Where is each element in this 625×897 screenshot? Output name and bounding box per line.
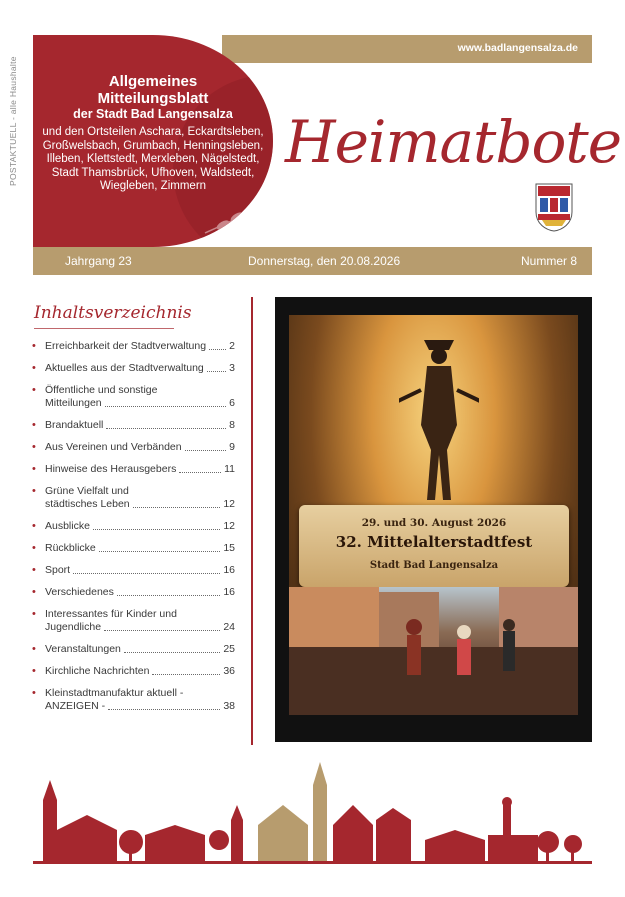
toc-item[interactable]: • Kleinstadtmanufaktur aktuell - ANZEIGEN - 38 xyxy=(30,687,235,713)
masthead-title: Heimatbote xyxy=(285,108,622,176)
url-bar xyxy=(222,35,592,63)
crowd-photo xyxy=(289,587,578,715)
toc-item[interactable]: • Grüne Vielfalt und städtisches Leben 12 xyxy=(30,485,235,511)
toc-item[interactable]: • Hinweise des Herausgebers 11 xyxy=(30,463,235,476)
toc-item[interactable]: • Öffentliche und sonstige Mitteilungen 6 xyxy=(30,384,235,410)
poster-scroll-banner xyxy=(299,505,569,587)
volume-label: Jahrgang 23 xyxy=(65,254,132,268)
publisher-subtitle: der Stadt Bad Langensalza xyxy=(73,107,233,121)
toc-heading: Inhaltsverzeichnis xyxy=(34,303,192,323)
toc-item[interactable]: • Aktuelles aus der Stadtverwaltung 3 xyxy=(30,362,235,375)
table-of-contents xyxy=(30,340,235,722)
poster-artwork xyxy=(289,315,578,715)
toc-item[interactable]: • Veranstaltungen 25 xyxy=(30,643,235,656)
festival-date: 29. und 30. August 2026 xyxy=(361,517,507,529)
title-line-1: Allgemeines xyxy=(108,73,198,90)
festival-poster xyxy=(275,297,592,742)
district-list: und den Ortsteilen Aschara, Eckardtsleben, Großwelsbach, Grumbach, Henningsleben, Illeben, Klettstedt, Merxleben, Nägelstedt, Stadt Thamsbrück, Ufhoven, Waldstedt, Wiegleben, Zimmern xyxy=(42,126,264,192)
city-skyline-illustration xyxy=(33,760,592,865)
festival-location: Stadt Bad Langensalza xyxy=(369,560,499,571)
toc-item[interactable]: • Kirchliche Nachrichten 36 xyxy=(30,665,235,678)
issue-number: Nummer 8 xyxy=(520,254,577,268)
title-line-2: Mitteilungsblatt xyxy=(97,90,209,107)
website-link[interactable]: www.badlangensalza.de xyxy=(457,42,578,54)
toc-item[interactable]: • Erreichbarkeit der Stadtverwaltung 2 xyxy=(30,340,235,353)
column-divider xyxy=(251,297,253,745)
publisher-panel xyxy=(33,35,273,247)
toc-item[interactable]: • Aus Vereinen und Verbänden 9 xyxy=(30,441,235,454)
toc-item[interactable]: • Verschiedenes 16 xyxy=(30,586,235,599)
publisher-text xyxy=(33,73,273,194)
postal-label: POSTAKTUELL - alle Haushalte xyxy=(8,56,18,186)
toc-item[interactable]: • Ausblicke 12 xyxy=(30,520,235,533)
leaf-icon xyxy=(203,207,253,237)
fire-juggler-silhouette xyxy=(399,330,479,510)
issue-date: Donnerstag, den 20.08.2026 xyxy=(248,254,401,268)
town-scene-icon xyxy=(289,587,578,715)
toc-item[interactable]: • Rückblicke 15 xyxy=(30,542,235,555)
toc-underline xyxy=(34,328,174,329)
toc-item[interactable]: • Brandaktuell 8 xyxy=(30,419,235,432)
toc-item[interactable]: • Sport 16 xyxy=(30,564,235,577)
toc-item[interactable]: • Interessantes für Kinder und Jugendliche 24 xyxy=(30,608,235,634)
festival-title: 32. Mittelalterstadtfest xyxy=(335,533,533,551)
city-crest-icon xyxy=(534,182,574,232)
issue-info-bar xyxy=(33,247,592,275)
